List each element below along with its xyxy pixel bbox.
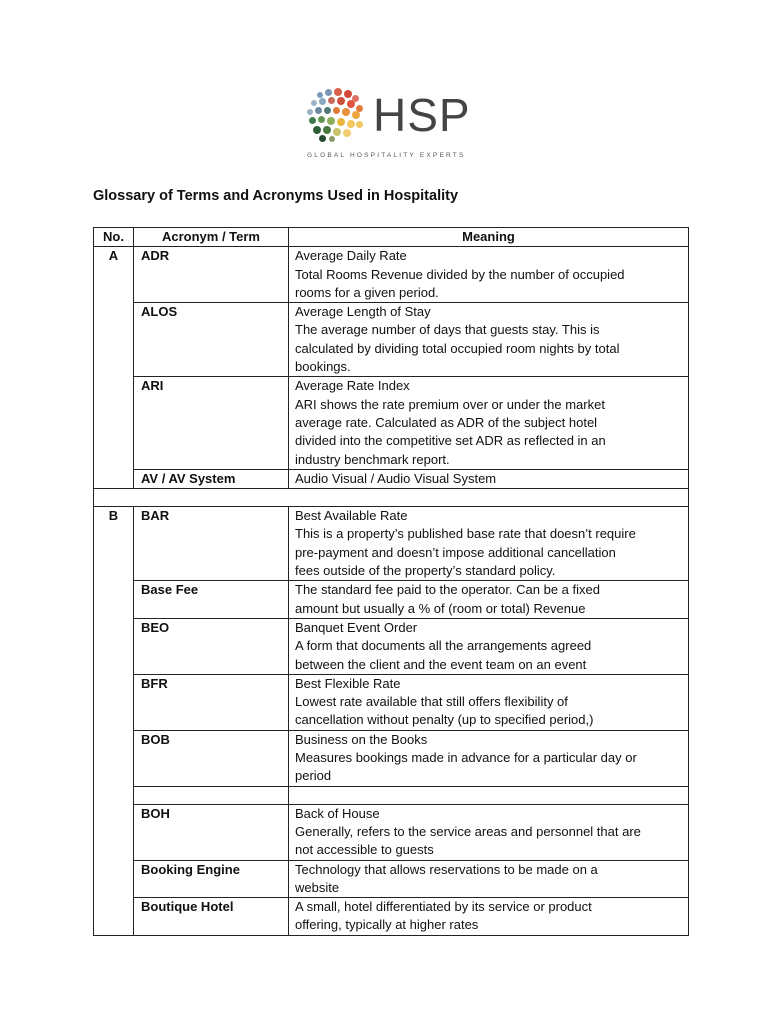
meaning-cell [289,618,689,674]
table-row [94,247,689,303]
table-row [94,804,689,860]
meaning-line: Back of House [295,805,380,821]
meaning-line: Average Length of Stay [295,304,431,320]
table-header-row [94,228,689,247]
section-spacer-row [94,489,689,507]
table-row [94,730,689,786]
meaning-line: fees outside of the property’s standard policy. [295,563,556,579]
meaning-line: amount but usually a % of (room or total) Revenue [295,600,586,616]
blank-row [94,786,689,804]
table-row [94,618,689,674]
meaning-line: average rate. Calculated as ADR of the subject hotel [295,414,598,430]
glossary-body [94,247,689,935]
meaning-cell [289,303,689,377]
meaning-cell [289,377,689,469]
term-cell: ARI [134,377,289,469]
meaning-cell [289,786,689,804]
meaning-cell [289,581,689,619]
meaning-line: Average Rate Index [295,378,410,394]
meaning-cell [289,860,689,898]
term-cell: BAR [134,507,289,581]
logo-tagline: GLOBAL HOSPITALITY EXPERTS [307,152,466,159]
hsp-logo [305,86,470,166]
term-cell: BFR [134,674,289,730]
meaning-line: A form that documents all the arrangements agreed [295,638,592,654]
table-row [94,674,689,730]
meaning-cell [289,507,689,581]
term-cell: Base Fee [134,581,289,619]
meaning-line: rooms for a given period. [295,284,439,300]
meaning-line: cancellation without penalty (up to specified period,) [295,712,594,728]
meaning-line: ARI shows the rate premium over or under the market [295,396,605,412]
term-cell: BOH [134,804,289,860]
section-letter: B [94,507,134,936]
meaning-line: A small, hotel differentiated by its service or product [295,899,592,915]
meaning-cell [289,674,689,730]
section-letter: A [94,247,134,489]
table-row [94,898,689,936]
header-term: Acronym / Term [134,228,289,247]
glossary-table [93,227,689,936]
meaning-line: website [295,879,340,895]
term-cell: AV / AV System [134,469,289,488]
page-title: Glossary of Terms and Acronyms Used in Hospitality [93,188,459,204]
meaning-line: period [295,768,332,784]
meaning-cell [289,898,689,936]
meaning-line: Banquet Event Order [295,619,418,635]
term-cell: Boutique Hotel [134,898,289,936]
meaning-line: This is a property’s published base rate that doesn’t require [295,526,636,542]
meaning-line: Business on the Books [295,731,428,747]
table-row [94,581,689,619]
term-cell [134,786,289,804]
meaning-line: calculated by dividing total occupied room nights by total [295,340,620,356]
meaning-line: Generally, refers to the service areas and personnel that are [295,823,641,839]
meaning-line: Average Daily Rate [295,248,407,264]
logo-wordmark: HSP [373,89,471,141]
meaning-line: industry benchmark report. [295,451,450,467]
meaning-line: between the client and the event team on an event [295,656,587,672]
meaning-line: Audio Visual / Audio Visual System [295,470,497,486]
table-row [94,507,689,581]
meaning-line: bookings. [295,359,351,375]
term-cell: ALOS [134,303,289,377]
meaning-line: divided into the competitive set ADR as reflected in an [295,433,606,449]
meaning-line: The average number of days that guests stay. This is [295,322,600,338]
logo-dot-cluster-icon [305,86,367,142]
meaning-cell [289,730,689,786]
meaning-line: Lowest rate available that still offers flexibility of [295,694,568,710]
header-meaning: Meaning [289,228,689,247]
meaning-line: not accessible to guests [295,842,434,858]
meaning-line: Technology that allows reservations to be made on a [295,861,598,877]
meaning-cell [289,469,689,488]
meaning-cell [289,247,689,303]
meaning-line: Total Rooms Revenue divided by the number of occupied [295,266,625,282]
table-row [94,377,689,469]
table-row [94,469,689,488]
term-cell: BEO [134,618,289,674]
meaning-line: Best Available Rate [295,508,408,524]
meaning-line: Best Flexible Rate [295,675,401,691]
term-cell: BOB [134,730,289,786]
term-cell: ADR [134,247,289,303]
table-row [94,303,689,377]
meaning-line: offering, typically at higher rates [295,917,479,933]
term-cell: Booking Engine [134,860,289,898]
meaning-line: pre-payment and doesn’t impose additional cancellation [295,544,616,560]
header-no: No. [94,228,134,247]
meaning-line: The standard fee paid to the operator. Can be a fixed [295,582,600,598]
spacer-cell [94,489,689,507]
meaning-line: Measures bookings made in advance for a particular day or [295,750,637,766]
table-row [94,860,689,898]
meaning-cell [289,804,689,860]
